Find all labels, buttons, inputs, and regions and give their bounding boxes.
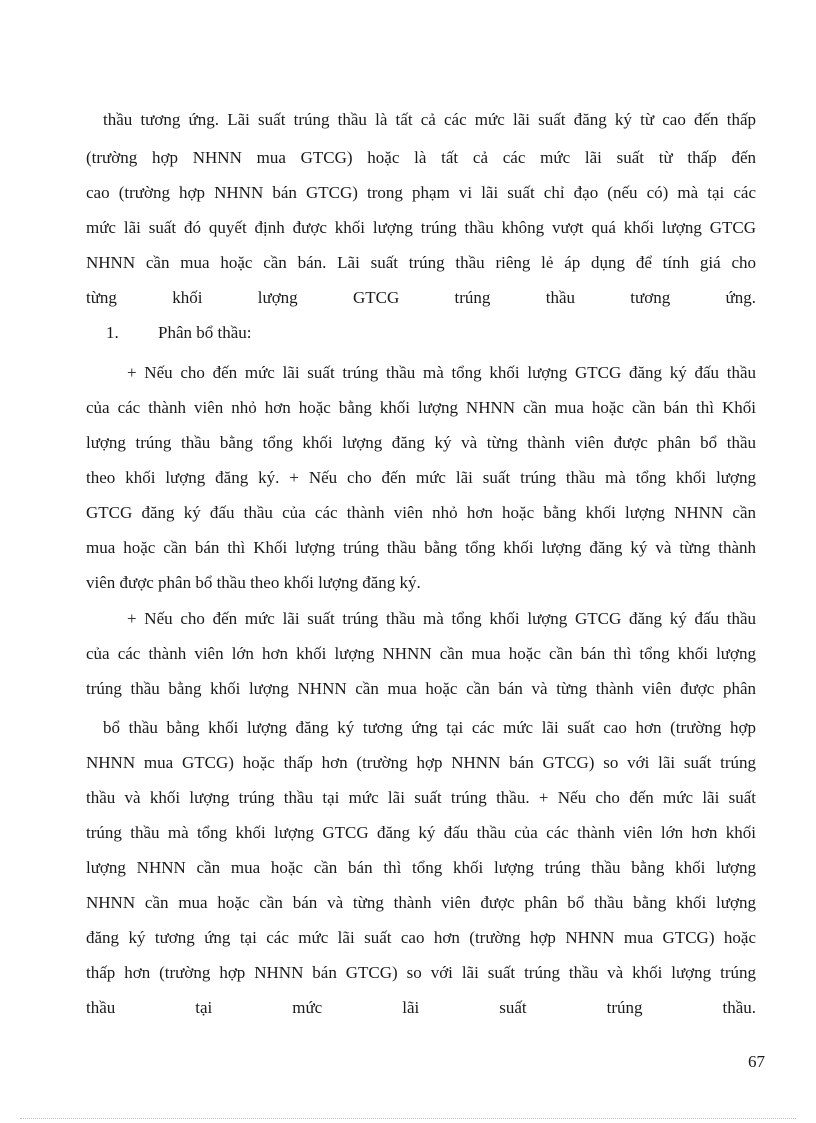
text-line: thấp hơn (trường hợp NHNN bán GTCG) so với lãi suất trúng thầu và khối lượng trúng [86,963,756,982]
text-line: trúng thầu mà tổng khối lượng GTCG đăng ký đấu thầu của các thành viên lớn hơn khối [86,823,756,842]
text-line: GTCG đăng ký đấu thầu của các thành viên nhỏ hơn hoặc bằng khối lượng NHNN cần [86,503,756,522]
text-line: của các thành viên lớn hơn khối lượng NHNN cần mua hoặc cần bán thì tổng khối lượng [86,644,756,663]
text-line: của các thành viên nhỏ hơn hoặc bằng khối lượng NHNN cần mua hoặc cần bán thì Khối [86,398,756,417]
section-number: 1. [106,323,119,342]
text-line: thầu tại mức lãi suất trúng thầu. [86,998,756,1017]
text-line: (trường hợp NHNN mua GTCG) hoặc là tất cả các mức lãi suất từ thấp đến [86,148,756,167]
text-line: mức lãi suất đó quyết định được khối lượng trúng thầu không vượt quá khối lượng GTCG [86,218,756,237]
section-title: Phân bổ thầu: [158,323,252,342]
page-number: 67 [748,1052,765,1071]
text-line: từng khối lượng GTCG trúng thầu tương ứng. [86,288,756,307]
text-line: trúng thầu bằng khối lượng NHNN cần mua hoặc cần bán và từng thành viên được phân [86,679,756,698]
text-line: thầu tương ứng. Lãi suất trúng thầu là tất cả các mức lãi suất đăng ký từ cao đến thấp [103,110,756,129]
text-line: viên được phân bổ thầu theo khối lượng đăng ký. [86,573,421,592]
text-line: đăng ký tương ứng tại các mức lãi suất cao hơn (trường hợp NHNN mua GTCG) hoặc [86,928,756,947]
text-line: NHNN mua GTCG) hoặc thấp hơn (trường hợp NHNN bán GTCG) so với lãi suất trúng [86,753,756,772]
text-line: + Nếu cho đến mức lãi suất trúng thầu mà tổng khối lượng GTCG đăng ký đấu thầu [127,363,756,382]
text-line: theo khối lượng đăng ký. + Nếu cho đến mức lãi suất trúng thầu mà tổng khối lượng [86,468,756,487]
text-line: NHNN cần mua hoặc cần bán và từng thành viên được phân bổ thầu bằng khối lượng [86,893,756,912]
text-line: cao (trường hợp NHNN bán GTCG) trong phạm vi lãi suất chỉ đạo (nếu có) mà tại các [86,183,756,202]
text-line: lượng NHNN cần mua hoặc cần bán thì tổng khối lượng trúng thầu bằng khối lượng [86,858,756,877]
footer-divider [20,1118,796,1119]
text-line: mua hoặc cần bán thì Khối lượng trúng thầu bằng tổng khối lượng đăng ký và từng thành [86,538,756,557]
text-line: lượng trúng thầu bằng tổng khối lượng đăng ký và từng thành viên được phân bổ thầu [86,433,756,452]
text-line: + Nếu cho đến mức lãi suất trúng thầu mà tổng khối lượng GTCG đăng ký đấu thầu [127,609,756,628]
text-line: NHNN cần mua hoặc cần bán. Lãi suất trúng thầu riêng lẻ áp dụng để tính giá cho [86,253,756,272]
text-line: bổ thầu bằng khối lượng đăng ký tương ứng tại các mức lãi suất cao hơn (trường hợp [103,718,756,737]
text-line: thầu và khối lượng trúng thầu tại mức lãi suất trúng thầu. + Nếu cho đến mức lãi suất [86,788,756,807]
